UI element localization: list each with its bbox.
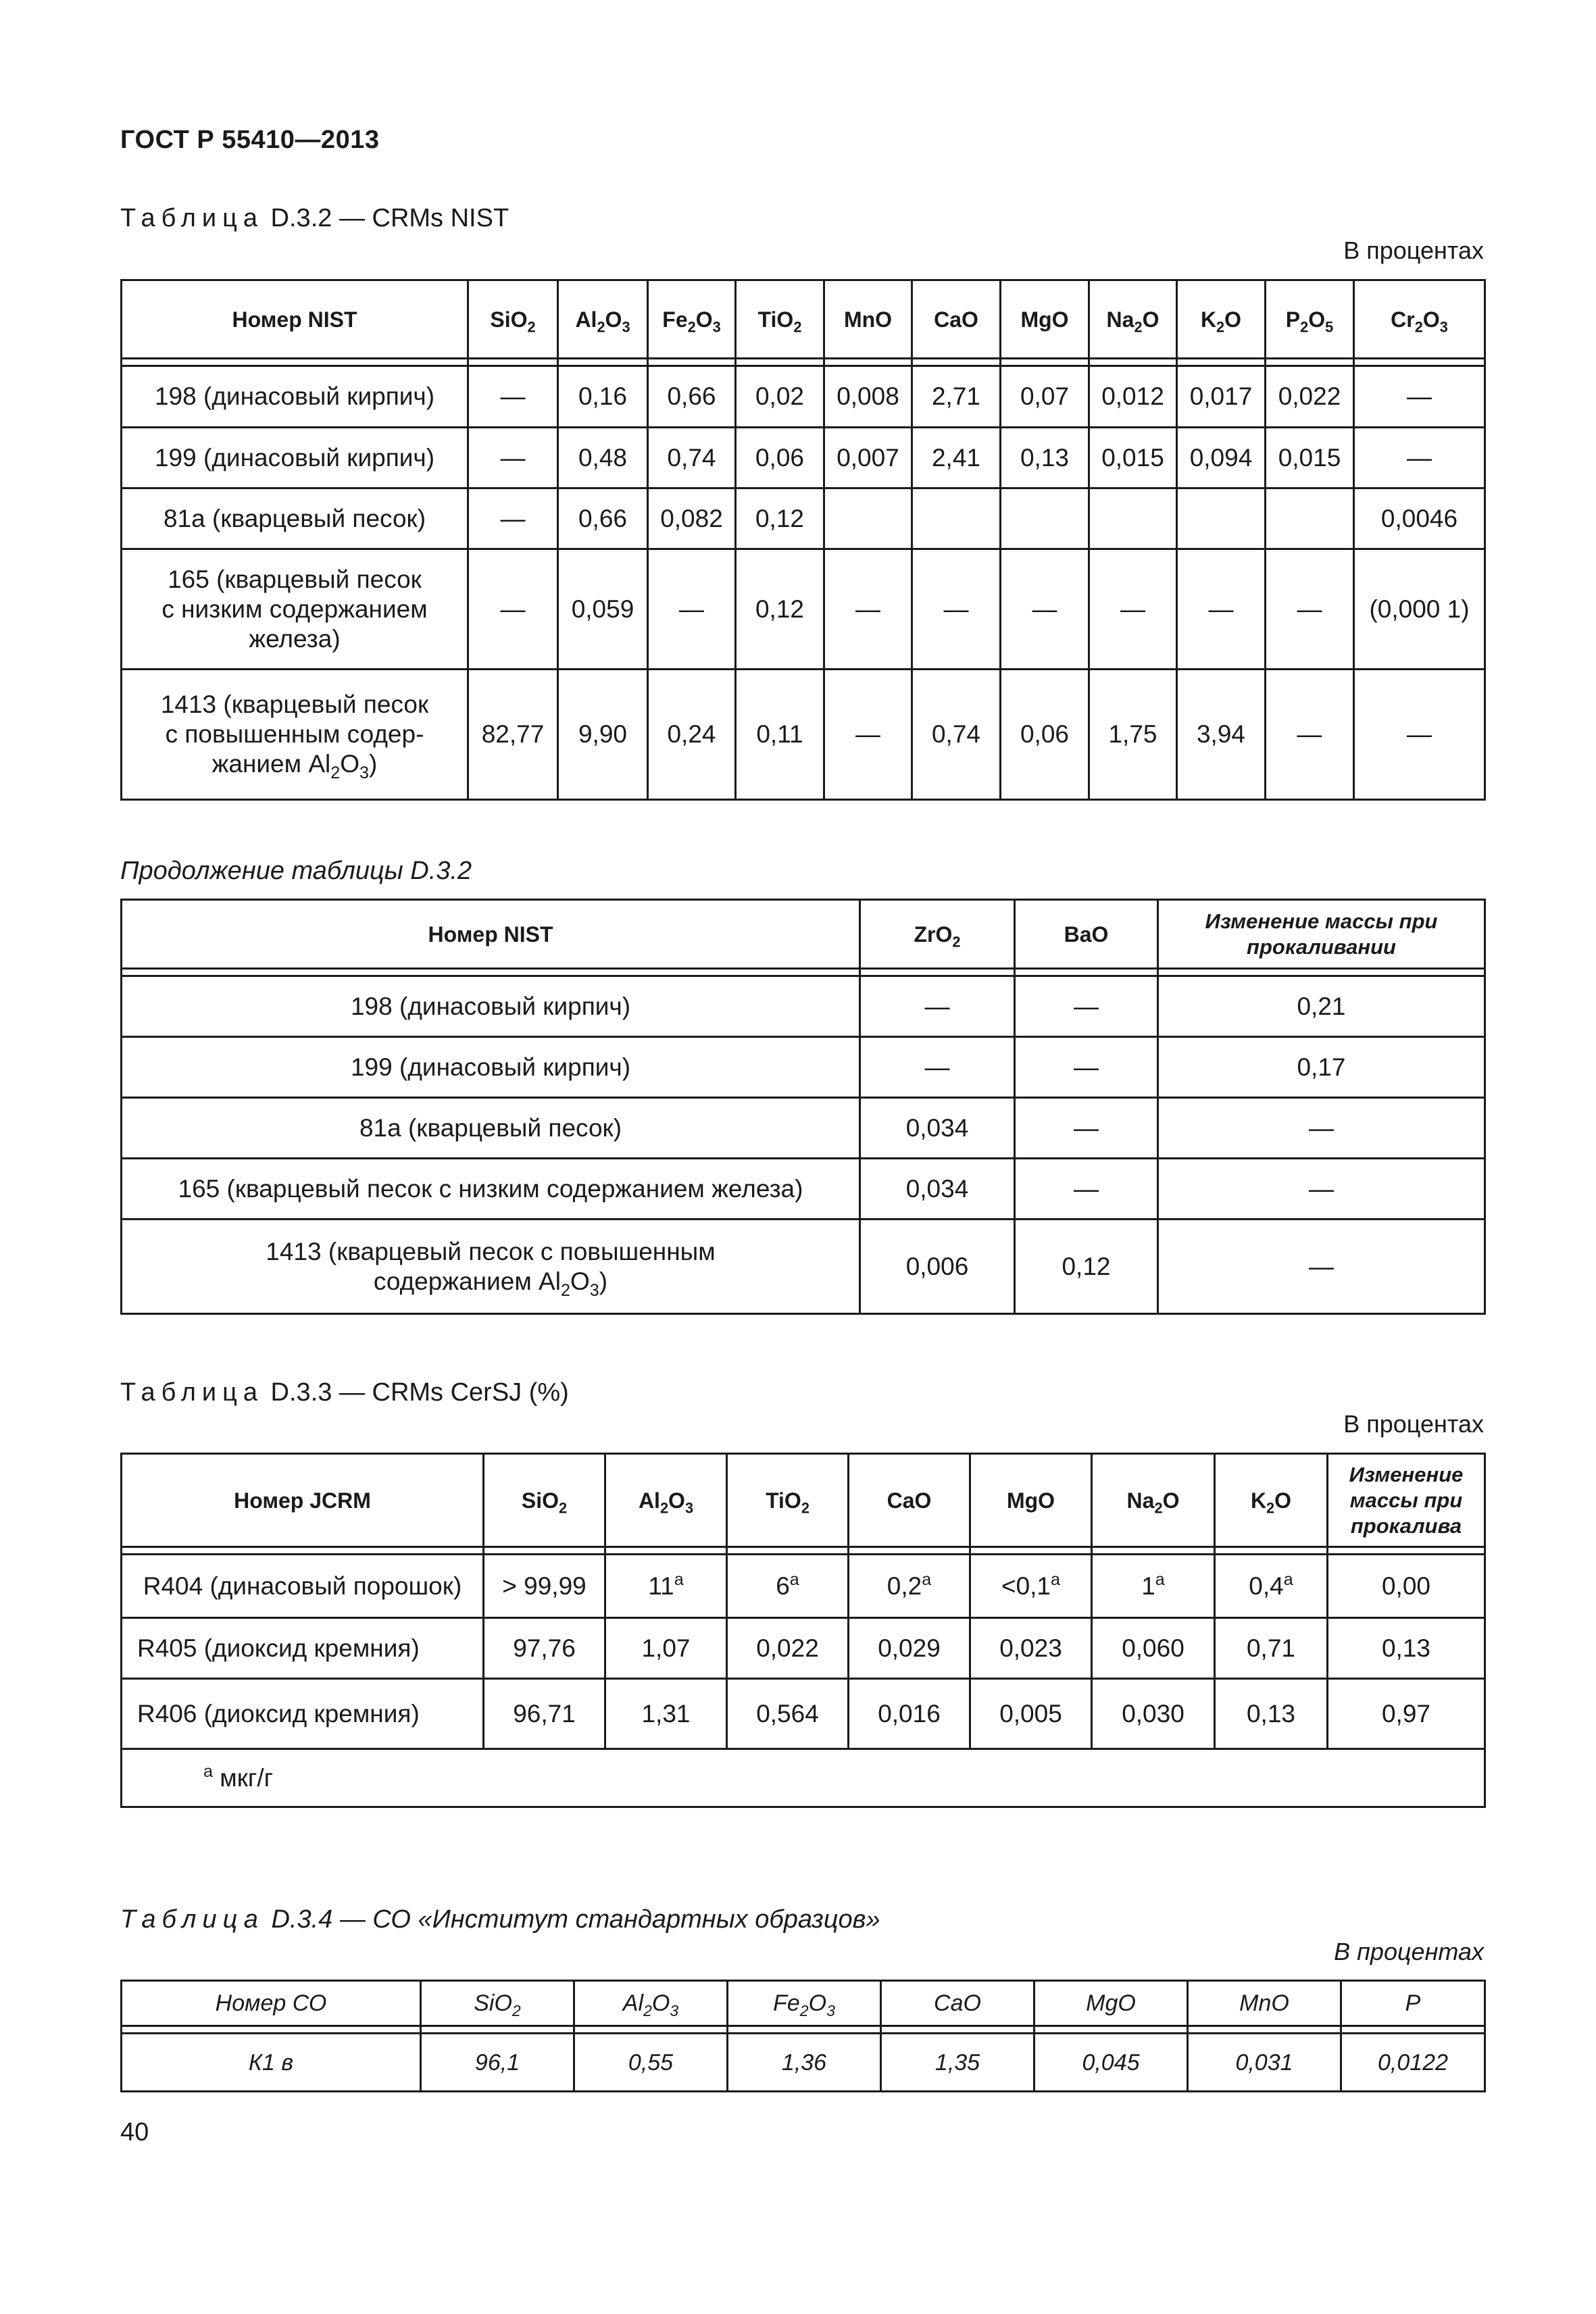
cell: 0,0122 bbox=[1341, 2034, 1485, 2092]
cell: $11^а$ bbox=[605, 1555, 727, 1618]
cell: — bbox=[648, 549, 736, 670]
table-row bbox=[122, 428, 1485, 488]
table-header-row bbox=[122, 280, 1485, 359]
table-d33 bbox=[120, 1453, 1486, 1808]
table-row bbox=[122, 1679, 1485, 1749]
col-cao: CaO bbox=[912, 280, 1001, 359]
table-row bbox=[122, 2034, 1485, 2092]
cell: 0,02 bbox=[736, 366, 824, 428]
page-number: 40 bbox=[120, 2118, 149, 2146]
cell: — bbox=[912, 549, 1001, 670]
table-d33-units: В процентах bbox=[1343, 1410, 1484, 1438]
cell: — bbox=[1015, 1159, 1158, 1219]
cell bbox=[824, 488, 912, 549]
cell: 0,015 bbox=[1089, 428, 1177, 488]
row-name: R404 (динасовый порошок) bbox=[122, 1555, 484, 1618]
cell: 3,94 bbox=[1177, 670, 1266, 800]
caption-rest: D.3.4 — СО «Институт стандартных образцов» bbox=[264, 1905, 880, 1934]
footnote: $^а$ мкг/г bbox=[122, 1749, 1485, 1807]
cell: $0,4^а$ bbox=[1215, 1555, 1328, 1618]
col-na2o: $Na_2O$ bbox=[1089, 280, 1177, 359]
col-sio2: SiO$_2$ bbox=[421, 1981, 574, 2026]
table-row bbox=[122, 976, 1485, 1037]
cell: 0,13 bbox=[1328, 1618, 1485, 1679]
cell: 0,082 bbox=[648, 488, 736, 549]
col-al2o3: $Al_2O_3$ bbox=[558, 280, 648, 359]
cell: — bbox=[1354, 366, 1485, 428]
cell: — bbox=[468, 428, 558, 488]
cell: — bbox=[824, 549, 912, 670]
table-row bbox=[122, 670, 1485, 800]
cell: 0,55 bbox=[574, 2034, 728, 2092]
table-d32-cont-caption: Продолжение таблицы D.3.2 bbox=[120, 857, 472, 885]
col-p2o5: $P_2O_5$ bbox=[1266, 280, 1354, 359]
col-sio2: SiO$_2$ bbox=[484, 1454, 605, 1547]
cell: 0,12 bbox=[736, 549, 824, 670]
cell: 0,030 bbox=[1092, 1679, 1215, 1749]
table-d33-caption bbox=[120, 1378, 569, 1407]
table-row bbox=[122, 1037, 1485, 1098]
cell: 0,008 bbox=[824, 366, 912, 428]
cell: 0,031 bbox=[1188, 2034, 1341, 2092]
cell: 1,07 bbox=[605, 1618, 727, 1679]
cell: — bbox=[1015, 1037, 1158, 1098]
cell: 0,71 bbox=[1215, 1618, 1328, 1679]
col-mgo: MgO bbox=[970, 1454, 1092, 1547]
cell: 0,022 bbox=[1266, 366, 1354, 428]
cell: — bbox=[468, 549, 558, 670]
table-row bbox=[122, 1098, 1485, 1159]
cell: — bbox=[1354, 428, 1485, 488]
caption-prefix: Таблица bbox=[120, 1378, 264, 1407]
col-co: Номер СО bbox=[122, 1981, 421, 2026]
header-separator bbox=[122, 1547, 1485, 1555]
table-header-row bbox=[122, 1454, 1485, 1547]
row-name: R405 (диоксид кремния) bbox=[122, 1618, 484, 1679]
cell: 0,023 bbox=[970, 1618, 1092, 1679]
col-p: P bbox=[1341, 1981, 1485, 2026]
col-al2o3: $Al_2O_3$ bbox=[574, 1981, 728, 2026]
cell: — bbox=[1015, 976, 1158, 1037]
col-cao: CaO bbox=[881, 1981, 1034, 2026]
cell: 97,76 bbox=[484, 1618, 605, 1679]
cell: $<0,1^а$ bbox=[970, 1555, 1092, 1618]
cell: 1,31 bbox=[605, 1679, 727, 1749]
header-separator bbox=[122, 969, 1485, 976]
cell: 82,77 bbox=[468, 670, 558, 800]
cell: $1^а$ bbox=[1092, 1555, 1215, 1618]
cell: 0,13 bbox=[1001, 428, 1089, 488]
col-tio2: TiO$_2$ bbox=[727, 1454, 849, 1547]
header-separator bbox=[122, 2026, 1485, 2034]
cell: 0,07 bbox=[1001, 366, 1089, 428]
table-d34 bbox=[120, 1980, 1486, 2092]
cell: — bbox=[1158, 1159, 1485, 1219]
col-loi: Изменение массы при прокалива bbox=[1328, 1454, 1485, 1547]
col-k2o: $K_2O$ bbox=[1215, 1454, 1328, 1547]
row-name: 165 (кварцевый песок с низким содержанием железа) bbox=[122, 1159, 860, 1219]
cell: 0,48 bbox=[558, 428, 648, 488]
row-name: 198 (динасовый кирпич) bbox=[122, 976, 860, 1037]
cell: 0,015 bbox=[1266, 428, 1354, 488]
col-fe2o3: $Fe_2O_3$ bbox=[648, 280, 736, 359]
table-d32-caption bbox=[120, 204, 509, 233]
cell: 0,21 bbox=[1158, 976, 1485, 1037]
table-header-row bbox=[122, 1981, 1485, 2026]
table-row bbox=[122, 1618, 1485, 1679]
cell: $6^а$ bbox=[727, 1555, 849, 1618]
cell: 0,97 bbox=[1328, 1679, 1485, 1749]
cell bbox=[1266, 488, 1354, 549]
cell: 0,029 bbox=[849, 1618, 970, 1679]
table-row bbox=[122, 488, 1485, 549]
cell: 0,06 bbox=[736, 428, 824, 488]
row-name: К1 в bbox=[122, 2034, 421, 2092]
row-name: 199 (динасовый кирпич) bbox=[122, 1037, 860, 1098]
cell: 0,059 bbox=[558, 549, 648, 670]
table-row bbox=[122, 1555, 1485, 1618]
cell: 0,17 bbox=[1158, 1037, 1485, 1098]
cell: — bbox=[1089, 549, 1177, 670]
row-name: 81a (кварцевый песок) bbox=[122, 1098, 860, 1159]
cell: 0,00 bbox=[1328, 1555, 1485, 1618]
col-loi: Изменение массы при прокаливании bbox=[1158, 900, 1485, 969]
table-d34-caption bbox=[120, 1905, 880, 1934]
cell: — bbox=[1354, 670, 1485, 800]
col-mgo: MgO bbox=[1001, 280, 1089, 359]
table-d32 bbox=[120, 279, 1486, 801]
row-name: 198 (динасовый кирпич) bbox=[122, 366, 468, 428]
col-sio2: SiO$_2$ bbox=[468, 280, 558, 359]
col-nist: Номер NIST bbox=[122, 900, 860, 969]
cell: — bbox=[860, 976, 1015, 1037]
cell: 0,045 bbox=[1034, 2034, 1188, 2092]
col-nist: Номер NIST bbox=[122, 280, 468, 359]
table-row bbox=[122, 1219, 1485, 1314]
cell: — bbox=[1001, 549, 1089, 670]
col-cr2o3: $Cr_2O_3$ bbox=[1354, 280, 1485, 359]
cell: 0,034 bbox=[860, 1098, 1015, 1159]
cell: 0,012 bbox=[1089, 366, 1177, 428]
col-cao: CaO bbox=[849, 1454, 970, 1547]
cell: 0,74 bbox=[912, 670, 1001, 800]
cell: 0,060 bbox=[1092, 1618, 1215, 1679]
col-na2o: $Na_2O$ bbox=[1092, 1454, 1215, 1547]
cell bbox=[912, 488, 1001, 549]
col-k2o: $K_2O$ bbox=[1177, 280, 1266, 359]
cell: — bbox=[468, 488, 558, 549]
cell: 0,16 bbox=[558, 366, 648, 428]
cell: — bbox=[1015, 1098, 1158, 1159]
cell: 0,24 bbox=[648, 670, 736, 800]
col-al2o3: $Al_2O_3$ bbox=[605, 1454, 727, 1547]
cell: — bbox=[1158, 1098, 1485, 1159]
cell: 96,71 bbox=[484, 1679, 605, 1749]
caption-rest: D.3.3 — CRMs CerSJ (%) bbox=[264, 1378, 569, 1407]
cell: 0,022 bbox=[727, 1618, 849, 1679]
caption-prefix: Таблица bbox=[120, 1905, 264, 1934]
cell: 0,06 bbox=[1001, 670, 1089, 800]
cell: 0,11 bbox=[736, 670, 824, 800]
cell: 1,36 bbox=[728, 2034, 881, 2092]
col-mno: MnO bbox=[824, 280, 912, 359]
cell: 0,005 bbox=[970, 1679, 1092, 1749]
caption-prefix: Таблица bbox=[120, 204, 264, 232]
header-separator bbox=[122, 359, 1485, 366]
cell: 0,66 bbox=[558, 488, 648, 549]
table-d32-units: В процентах bbox=[1343, 236, 1484, 264]
cell: — bbox=[468, 366, 558, 428]
cell: > 99,99 bbox=[484, 1555, 605, 1618]
cell: 0,006 bbox=[860, 1219, 1015, 1314]
col-zro2: ZrO$_2$ bbox=[860, 900, 1015, 969]
cell: 96,1 bbox=[421, 2034, 574, 2092]
cell: 0,034 bbox=[860, 1159, 1015, 1219]
cell bbox=[1177, 488, 1266, 549]
table-header-row bbox=[122, 900, 1485, 969]
cell: 0,007 bbox=[824, 428, 912, 488]
row-name: 165 (кварцевый песок с низким содержанием железа) bbox=[122, 549, 468, 670]
cell: — bbox=[1266, 670, 1354, 800]
cell: 0,13 bbox=[1215, 1679, 1328, 1749]
cell: 0,74 bbox=[648, 428, 736, 488]
col-jcrm: Номер JCRM bbox=[122, 1454, 484, 1547]
cell: 0,12 bbox=[736, 488, 824, 549]
row-name: 1413 (кварцевый песок с повышенным содер- жанием $Al_2O_3$) bbox=[122, 670, 468, 800]
cell: 2,71 bbox=[912, 366, 1001, 428]
cell: 0,66 bbox=[648, 366, 736, 428]
cell: 0,016 bbox=[849, 1679, 970, 1749]
col-tio2: TiO$_2$ bbox=[736, 280, 824, 359]
cell bbox=[1089, 488, 1177, 549]
col-bao: BaO bbox=[1015, 900, 1158, 969]
table-d34-units: В процентах bbox=[1334, 1938, 1484, 1965]
row-name: 1413 (кварцевый песок с повышенным содержанием $Al_2O_3$) bbox=[122, 1219, 860, 1314]
cell: — bbox=[1177, 549, 1266, 670]
cell: 0,12 bbox=[1015, 1219, 1158, 1314]
table-d32-continuation bbox=[120, 899, 1486, 1315]
row-name: 81a (кварцевый песок) bbox=[122, 488, 468, 549]
cell: 1,75 bbox=[1089, 670, 1177, 800]
caption-rest: D.3.2 — CRMs NIST bbox=[264, 204, 509, 232]
col-mgo: MgO bbox=[1034, 1981, 1188, 2026]
cell: (0,000 1) bbox=[1354, 549, 1485, 670]
document-number: ГОСТ Р 55410—2013 bbox=[120, 126, 380, 154]
row-name: R406 (диоксид кремния) bbox=[122, 1679, 484, 1749]
cell: 9,90 bbox=[558, 670, 648, 800]
footnote-row bbox=[122, 1749, 1485, 1807]
cell: 0,094 bbox=[1177, 428, 1266, 488]
cell: $0,2^а$ bbox=[849, 1555, 970, 1618]
cell: 0,564 bbox=[727, 1679, 849, 1749]
cell bbox=[1001, 488, 1089, 549]
cell: — bbox=[860, 1037, 1015, 1098]
col-fe2o3: $Fe_2O_3$ bbox=[728, 1981, 881, 2026]
cell: 0,0046 bbox=[1354, 488, 1485, 549]
col-mno: MnO bbox=[1188, 1981, 1341, 2026]
cell: 2,41 bbox=[912, 428, 1001, 488]
cell: — bbox=[824, 670, 912, 800]
cell: 0,017 bbox=[1177, 366, 1266, 428]
table-row bbox=[122, 549, 1485, 670]
cell: — bbox=[1158, 1219, 1485, 1314]
row-name: 199 (динасовый кирпич) bbox=[122, 428, 468, 488]
table-row bbox=[122, 366, 1485, 428]
cell: — bbox=[1266, 549, 1354, 670]
table-row bbox=[122, 1159, 1485, 1219]
cell: 1,35 bbox=[881, 2034, 1034, 2092]
